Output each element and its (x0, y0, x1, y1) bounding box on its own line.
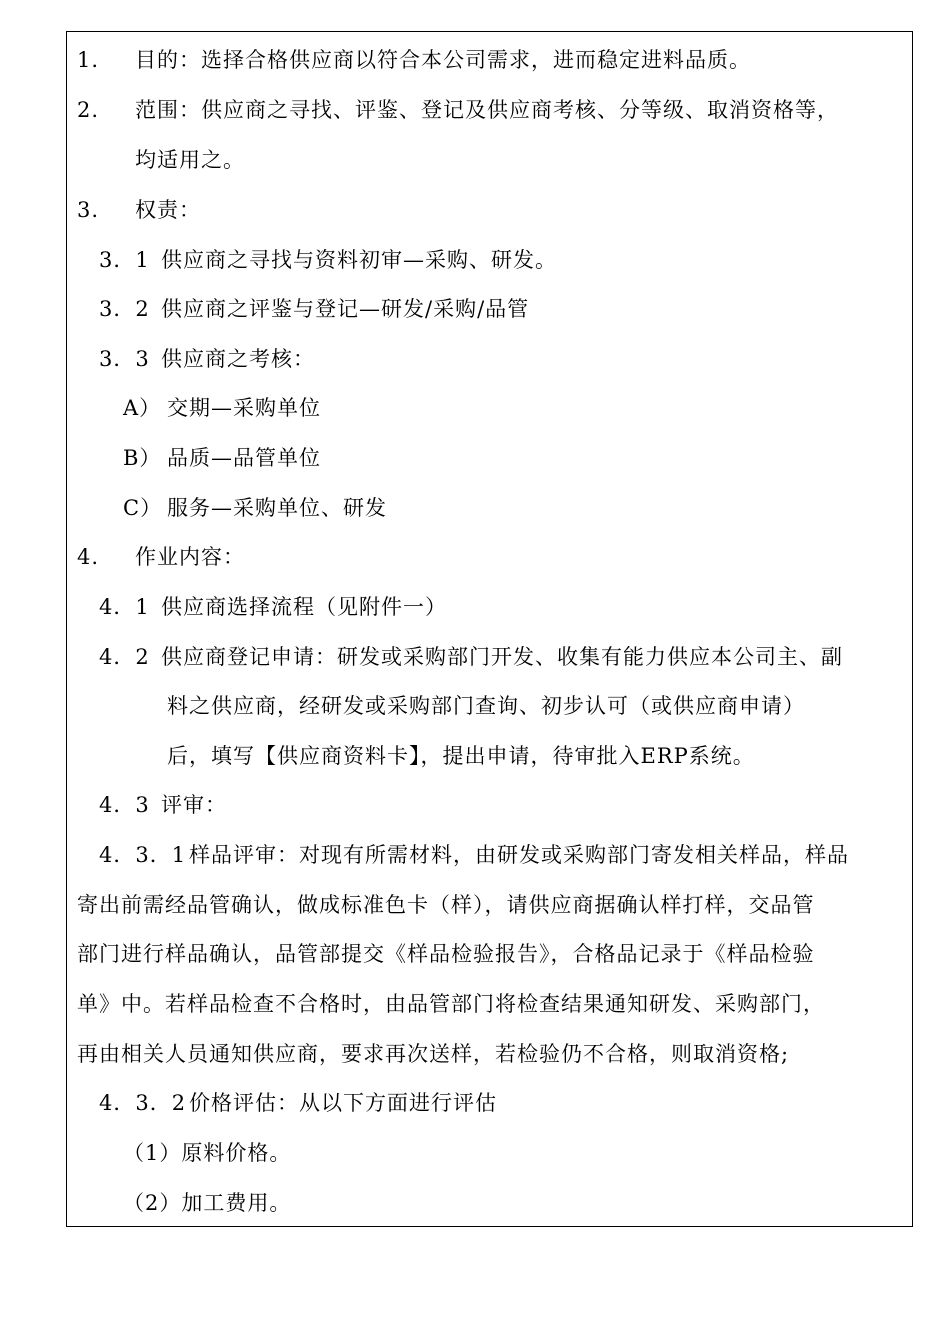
section-3-1-text: 供应商之寻找与资料初审—采购、研发。 (161, 248, 557, 272)
item-a-text: 交期—采购单位 (167, 396, 321, 420)
section-3-3-line (99, 344, 315, 374)
section-1-text: 目的：选择合格供应商以符合本公司需求，进而稳定进料品质。 (135, 48, 751, 72)
section-4-2-continuation-1 (167, 691, 805, 721)
item-c-line (123, 493, 387, 523)
section-4-3-1-continuation-2 (77, 939, 815, 969)
section-4-2-continuation-2-text: 后，填写【供应商资料卡】，提出申请，待审批入ERP系统。 (167, 744, 755, 768)
section-2-continuation-text: 均适用之。 (135, 148, 245, 172)
item-b-line (123, 443, 321, 473)
section-3-line (77, 195, 201, 225)
section-2-line (77, 95, 839, 125)
price-item-1-text: （1）原料价格。 (123, 1141, 292, 1165)
document-frame (66, 31, 913, 1227)
section-4-1-number: 4．1 (99, 595, 150, 619)
item-a-number: A） (123, 396, 162, 420)
section-4-3-1-continuation-1 (77, 890, 815, 920)
section-4-3-number: 4．3 (99, 793, 150, 817)
item-b-number: B） (123, 446, 162, 470)
section-4-number: 4. (77, 545, 100, 569)
section-3-2-text: 供应商之评鉴与登记—研发/采购/品管 (161, 297, 530, 321)
section-4-3-2-text: 价格评估：从以下方面进行评估 (189, 1091, 497, 1115)
section-4-1-text: 供应商选择流程（见附件一） (161, 595, 447, 619)
section-4-3-1-continuation-4-text: 再由相关人员通知供应商，要求再次送样，若检验仍不合格，则取消资格; (77, 1042, 790, 1066)
section-4-3-text: 评审： (161, 793, 227, 817)
section-1-number: 1. (77, 48, 100, 72)
section-4-3-1-line (99, 840, 849, 870)
section-4-3-line (99, 790, 227, 820)
section-4-3-1-continuation-4 (77, 1039, 789, 1069)
section-4-3-2-number: 4．3．2 (99, 1091, 187, 1115)
section-3-2-line (99, 294, 529, 324)
section-4-3-1-continuation-1-text: 寄出前需经品管确认，做成标准色卡（样），请供应商据确认样打样，交品管 (77, 893, 815, 917)
item-c-text: 服务—采购单位、研发 (167, 496, 387, 520)
section-3-3-number: 3．3 (99, 347, 150, 371)
section-2-continuation (135, 145, 245, 175)
item-a-line (123, 393, 321, 423)
section-4-3-1-continuation-2-text: 部门进行样品确认，品管部提交《样品检验报告》，合格品记录于《样品检验 (77, 942, 815, 966)
item-c-number: C） (123, 496, 163, 520)
section-3-2-number: 3．2 (99, 297, 150, 321)
section-4-2-text: 供应商登记申请：研发或采购部门开发、收集有能力供应本公司主、副 (161, 645, 843, 669)
section-4-text: 作业内容： (135, 545, 245, 569)
section-4-line (77, 542, 245, 572)
price-item-2-line (123, 1188, 291, 1218)
price-item-2-text: （2）加工费用。 (123, 1191, 292, 1215)
section-3-1-number: 3．1 (99, 248, 150, 272)
section-3-number: 3. (77, 198, 100, 222)
section-3-1-line (99, 245, 557, 275)
section-1-line (77, 45, 751, 75)
price-item-1-line (123, 1138, 291, 1168)
section-4-2-line (99, 642, 843, 672)
section-4-3-1-continuation-3-text: 单》中。若样品检查不合格时，由品管部门将检查结果通知研发、采购部门， (77, 992, 825, 1016)
section-4-2-number: 4．2 (99, 645, 150, 669)
section-3-3-text: 供应商之考核： (161, 347, 315, 371)
section-4-1-line (99, 592, 447, 622)
section-4-3-1-text: 样品评审：对现有所需材料，由研发或采购部门寄发相关样品，样品 (189, 843, 849, 867)
section-4-2-continuation-2 (167, 741, 755, 771)
section-4-3-1-continuation-3 (77, 989, 825, 1019)
section-4-2-continuation-1-text: 料之供应商，经研发或采购部门查询、初步认可（或供应商申请） (167, 694, 805, 718)
section-3-text: 权责： (135, 198, 201, 222)
section-2-number: 2. (77, 98, 100, 122)
section-2-text: 范围：供应商之寻找、评鉴、登记及供应商考核、分等级、取消资格等， (135, 98, 839, 122)
item-b-text: 品质—品管单位 (167, 446, 321, 470)
section-4-3-2-line (99, 1088, 497, 1118)
section-4-3-1-number: 4．3．1 (99, 843, 187, 867)
